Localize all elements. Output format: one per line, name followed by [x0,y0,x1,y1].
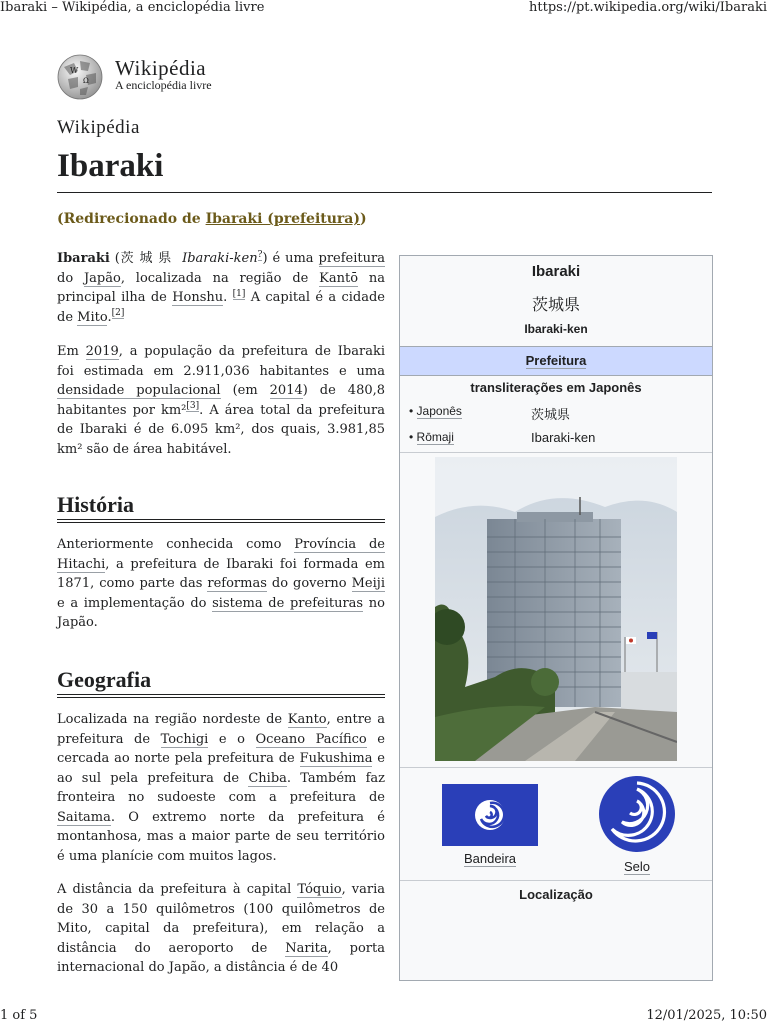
geografia-paragraph-1: Localizada na região nordeste de Kanto, entre a prefeitura de Tochigi e o Oceano Pacífico e cercada ao norte pela prefeitura de Fukushima e ao sul pela prefeitura de Chiba. Também faz fronteira no sudoeste com a prefeitura de Saitama. O extremo norte da prefeitura é montanhosa, mas a maior parte de seu território é uma planície com muitos lagos. [57,712,386,864]
infobox-header [400,256,712,347]
infobox [399,255,713,981]
heading-geografia-rule [57,694,385,698]
title-divider [57,192,712,193]
site-wordmark-secondary: Wikipédia [57,117,140,138]
site-wordmark[interactable]: Wikipédia [115,56,207,80]
site-tagline: A enciclopédia livre [115,78,212,92]
link-japones[interactable]: Japonês [416,404,462,418]
link-bandeira[interactable]: Bandeira [463,851,517,866]
print-footer-datetime: 12/01/2025, 10:50 [646,1008,767,1023]
print-footer-page: 1 of 5 [0,1008,38,1023]
link-toquio[interactable]: Tóquio [297,882,342,897]
print-header-title: Ibaraki – Wikipédia, a enciclopédia livre [0,0,265,15]
ref-3[interactable]: [3] [186,401,200,412]
intro-paragraph-2: Em 2019, a população da prefeitura de Ibaraki foi estimada em 2.911,036 habitantes e uma densidade populacional (em 2014) de 480,8 habitantes por km²[3]. A área total da prefeitura de Ibaraki é de 6.095 km², dos quais, 3.981,85 km² são de área habitável. [57,344,386,457]
link-romaji[interactable]: Rōmaji [416,430,454,444]
link-kanto[interactable]: Kantō [319,270,359,286]
intro-paragraph-1: Ibaraki (茨城県 Ibaraki-ken?) é uma prefeitura do Japão, localizada na região de Kantō na principal ilha de Honshu. [1] A capital é a cidade de Mito.[2] [57,249,386,325]
link-fukushima[interactable]: Fukushima [299,751,373,766]
heading-historia: História [57,492,134,517]
pronunciation-help-link[interactable]: ? [257,249,263,260]
infobox-photo-cell [400,452,712,768]
link-honshu[interactable]: Honshu [172,290,224,305]
link-meiji[interactable]: Meiji [351,576,385,591]
link-narita[interactable]: Narita [285,940,328,956]
link-kanto-2[interactable]: Kanto [287,712,327,727]
link-tochigi[interactable]: Tochigi [160,731,209,747]
infobox-title: Ibaraki [531,263,581,280]
link-reformas[interactable]: reformas [207,576,267,591]
infobox-translit [400,376,712,453]
link-2014[interactable]: 2014 [269,383,303,398]
prefectural-office-photo[interactable] [435,457,677,761]
wikipedia-globe-icon[interactable] [56,53,104,101]
infobox-location-heading: Localização [519,887,593,902]
prefecture-flag-image[interactable] [442,784,538,846]
ref-2[interactable]: [2] [111,308,125,319]
seal-caption [598,859,676,874]
page-title: Ibaraki [57,148,164,184]
infobox-translit-heading: transliterações em Japonês [470,380,642,395]
ref-1[interactable]: [1] [232,288,246,299]
link-oceano-pacifico[interactable]: Oceano Pacífico [255,731,367,747]
heading-geografia: Geografia [57,667,152,692]
svg-text:Ω: Ω [83,77,89,85]
print-header-url: https://pt.wikipedia.org/wiki/Ibaraki [529,0,767,15]
redirect-notice: (Redirecionado de Ibaraki (prefeitura)) [57,211,367,227]
link-provincia-hitachi[interactable]: Província de Hitachi [57,537,385,572]
link-prefeitura[interactable]: prefeitura [318,251,385,266]
link-saitama[interactable]: Saitama [57,809,111,825]
infobox-romaji-title: Ibaraki-ken [524,322,588,336]
link-mito[interactable]: Mito [77,309,108,325]
infobox-row-japones: • Japonês [409,404,462,418]
infobox-type-row [400,346,712,376]
svg-text:W: W [70,66,79,75]
link-densidade[interactable]: densidade populacional [57,383,221,398]
infobox-symbols [400,767,712,881]
flag-caption [442,851,538,866]
infobox-row-romaji: • Rōmaji [409,430,454,444]
link-2019[interactable]: 2019 [85,344,119,359]
geografia-paragraph-2: A distância da prefeitura à capital Tóquio, varia de 30 a 150 quilômetros (100 quilômetros de Mito, capital da prefeitura), em relação a distância do aeroporto de Narita, porta internacional do Japão, a distância é de 40 [57,882,385,975]
prefecture-seal-image[interactable] [598,775,676,853]
historia-paragraph: Anteriormente conhecida como Província de Hitachi, a prefeitura de Ibaraki foi formada em 1871, como parte das reformas do governo Meiji e a implementação do sistema de prefeituras no Japão. [57,537,385,630]
link-selo[interactable]: Selo [623,859,651,874]
link-japao[interactable]: Japão [83,270,121,286]
link-prefeitura-type[interactable]: Prefeitura [525,353,587,368]
redirect-link[interactable]: Ibaraki (prefeitura) [205,211,360,227]
link-chiba[interactable]: Chiba [248,770,287,786]
link-sistema-prefeituras[interactable]: sistema de prefeituras [212,595,364,611]
infobox-value-romaji: Ibaraki-ken [531,430,596,445]
heading-historia-rule [57,519,385,523]
infobox-kanji: 茨城県 [531,295,580,314]
infobox-value-japones: 茨城県 [531,408,571,423]
